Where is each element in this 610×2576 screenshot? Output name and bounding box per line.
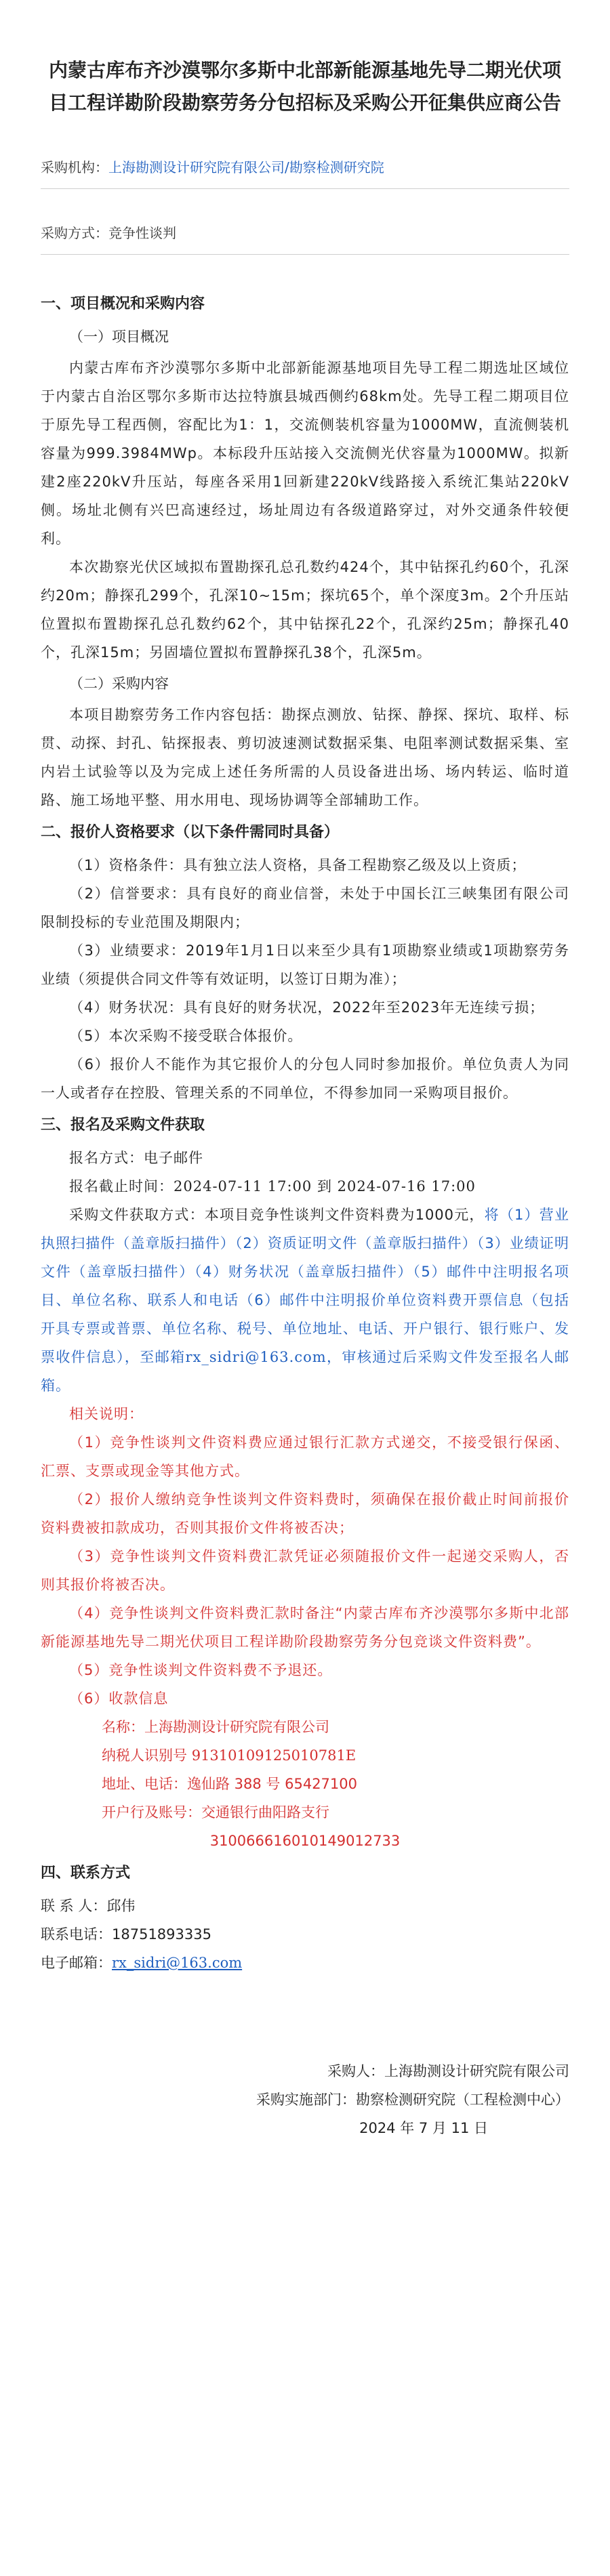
note-item: （5）竞争性谈判文件资料费不予退还。 [69, 1662, 333, 1678]
signature-date: 2024 年 7 月 11 日 [359, 2120, 488, 2136]
registration-method: 报名方式：电子邮件 [69, 1150, 203, 1166]
qualification-item: （6）报价人不能作为其它报价人的分包人同时参加报价。单位负责人为同一人或者存在控股、管理关系的不同单位，不得参加同一采购项目报价。 [41, 1056, 569, 1101]
buyer-signature: 采购人：上海勘测设计研究院有限公司 [327, 2063, 569, 2079]
bank-address-label: 地址、电话： [102, 1776, 187, 1792]
procurement-method-line [41, 212, 569, 255]
section-3-heading: 三、报名及采购文件获取 [41, 1117, 205, 1134]
procurement-org-line [41, 146, 569, 189]
registration-deadline-label: 报名截止时间： [69, 1178, 174, 1194]
bank-address-value: 逸仙路 388 号 65427100 [187, 1776, 357, 1792]
bank-tax-row [102, 1741, 569, 1770]
qualification-item: （2）信誉要求：具有良好的商业信誉，未处于中国长江三峡集团有限公司限制投标的专业范围及期限内； [41, 886, 569, 930]
department-signature: 采购实施部门：勘察检测研究院（工程检测中心） [256, 2092, 569, 2108]
bank-tax-value: 91310109125010781E [191, 1747, 357, 1764]
section-2-heading: 二、报价人资格要求（以下条件需同时具备） [41, 824, 340, 841]
fee-intro-text: 采购文件获取方式：本项目竞争性谈判文件资料费为1000元， [69, 1207, 485, 1223]
fee-instructions-text: 将（1）营业执照扫描件（盖章版扫描件）（2）资质证明文件（盖章版扫描件）（3）业绩证明文件（盖章版扫描件）（4）财务状况（盖章版扫描件）（5）邮件中注明报名项目、单位名称、联系人和电话（6）邮件中注明报价单位资料费开票信息（包括开具专票或普票、单位名称、税号、单位地址、电话、开户银行、银行账户、发票收件信息），至邮箱 [41, 1207, 569, 1365]
signature-block [41, 2057, 569, 2142]
qualification-item: （5）本次采购不接受联合体报价。 [69, 1028, 303, 1044]
bank-account-number: 310066616010149012733 [209, 1833, 401, 1849]
contact-phone-row [41, 1920, 569, 1949]
procurement-method-label: 采购方式： [41, 225, 108, 241]
note-item: （1）竞争性谈判文件资料费应通过银行汇款方式递交，不接受银行保函、汇票、支票或现金等其他方式。 [41, 1434, 569, 1479]
section-1-sub-overview: （一）项目概况 [69, 329, 169, 345]
document-fee-paragraph [41, 1201, 569, 1400]
qualification-item: （3）业绩要求：2019年1月1日以来至少具有1项勘察业绩或1项勘察劳务业绩（须提供合同文件等有效证明，以签订日期为准）； [41, 942, 569, 987]
note-item: （6）收款信息 [69, 1690, 169, 1707]
survey-scope-paragraph: 本次勘察光伏区域拟布置勘探孔总孔数约424个，其中钻探孔约60个，孔深约20m；静探孔299个，孔深10~15m；探坑65个，单个深度3m。2个升压站位置拟布置勘探孔总孔数约62个，其中钻探孔22个，孔深约25m；静探孔40个，孔深15m；另固墙位置拟布置静探孔38个，孔深5m。 [41, 559, 569, 661]
qualification-item: （4）财务状况：具有良好的财务状况，2022年至2023年无连续亏损； [69, 999, 545, 1016]
contact-email-row [41, 1949, 569, 1977]
registration-deadline [41, 1172, 569, 1201]
note-item: （2）报价人缴纳竞争性谈判文件资料费时，须确保在报价截止时间前报价资料费被扣款成功，否则其报价文件将被否决； [41, 1491, 569, 1536]
bank-tax-label: 纳税人识别号 [102, 1747, 192, 1764]
notes-title: 相关说明： [69, 1406, 144, 1422]
section-1-sub-content: （二）采购内容 [69, 676, 169, 692]
note-item: （3）竞争性谈判文件资料费汇款凭证必须随报价文件一起递交采购人，否则其报价将被否决。 [41, 1548, 569, 1593]
note-item: （4）竞争性谈判文件资料费汇款时备注“内蒙古库布齐沙漠鄂尔多斯中北部新能源基地先导二期光伏项目工程详勘阶段勘察劳务分包竞谈文件资料费”。 [41, 1605, 569, 1650]
registration-email-link[interactable]: rx_sidri@163.com [185, 1349, 327, 1365]
procurement-org-link[interactable]: 上海勘测设计研究院有限公司/勘察检测研究院 [108, 159, 384, 175]
contact-email-label: 电子邮箱： [41, 1955, 112, 1971]
bank-name-label: 名称： [102, 1719, 144, 1735]
bank-info-block [41, 1713, 569, 1827]
procurement-org-label: 采购机构： [41, 159, 108, 175]
contact-person-row [41, 1892, 569, 1920]
project-overview-paragraph: 内蒙古库布齐沙漠鄂尔多斯中北部新能源基地项目先导工程二期选址区域位于内蒙古自治区鄂尔多斯市达拉特旗县城西侧约68km处。先导工程二期项目位于原先导工程西侧，容配比为1：1，交流侧装机容量为1000MW，直流侧装机容量为999.3984MWp。本标段升压站接入交流侧光伏容量为1000MW。拟新建2座220kV升压站，每座各采用1回新建220kV线路接入系统汇集站220kV侧。场址北侧有兴巴高速经过，场址周边有各级道路穿过，对外交通条件较便利。 [41, 360, 569, 547]
fee-instructions-tail: ，审核通过后采购文件发至报名人邮箱。 [41, 1349, 570, 1394]
bank-name-row [102, 1713, 569, 1741]
page-title: 内蒙古库布齐沙漠鄂尔多斯中北部新能源基地先导二期光伏项目工程详勘阶段勘察劳务分包招标及采购公开征集供应商公告 [48, 59, 561, 114]
qualification-item: （1）资格条件：具有独立法人资格，具备工程勘察乙级及以上资质； [69, 857, 527, 873]
bank-account-row [102, 1798, 569, 1827]
contact-email-link[interactable]: rx_sidri@163.com [112, 1955, 243, 1971]
registration-deadline-value: 2024-07-11 17:00 到 2024-07-16 17:00 [174, 1178, 476, 1194]
contact-person-value: 邱伟 [106, 1898, 136, 1914]
section-1-heading: 一、项目概况和采购内容 [41, 295, 205, 312]
work-content-paragraph: 本项目勘察劳务工作内容包括：勘探点测放、钻探、静探、探坑、取样、标贯、动探、封孔、钻探报表、剪切波速测试数据采集、电阻率测试数据采集、室内岩土试验等以及为完成上述任务所需的人员设备进出场、场内转运、临时道路、施工场地平整、用水用电、现场协调等全部辅助工作。 [41, 707, 569, 808]
contact-phone-value: 18751893335 [112, 1926, 211, 1943]
bank-account-value: 交通银行曲阳路支行 [201, 1804, 329, 1821]
bank-name-value: 上海勘测设计研究院有限公司 [144, 1719, 329, 1735]
bank-account-label: 开户行及账号： [102, 1804, 201, 1821]
bank-address-row [102, 1770, 569, 1798]
section-4-heading: 四、联系方式 [41, 1865, 131, 1882]
contact-person-label: 联 系 人： [41, 1898, 107, 1914]
procurement-method-value: 竞争性谈判 [108, 225, 176, 241]
contact-phone-label: 联系电话： [41, 1926, 112, 1943]
